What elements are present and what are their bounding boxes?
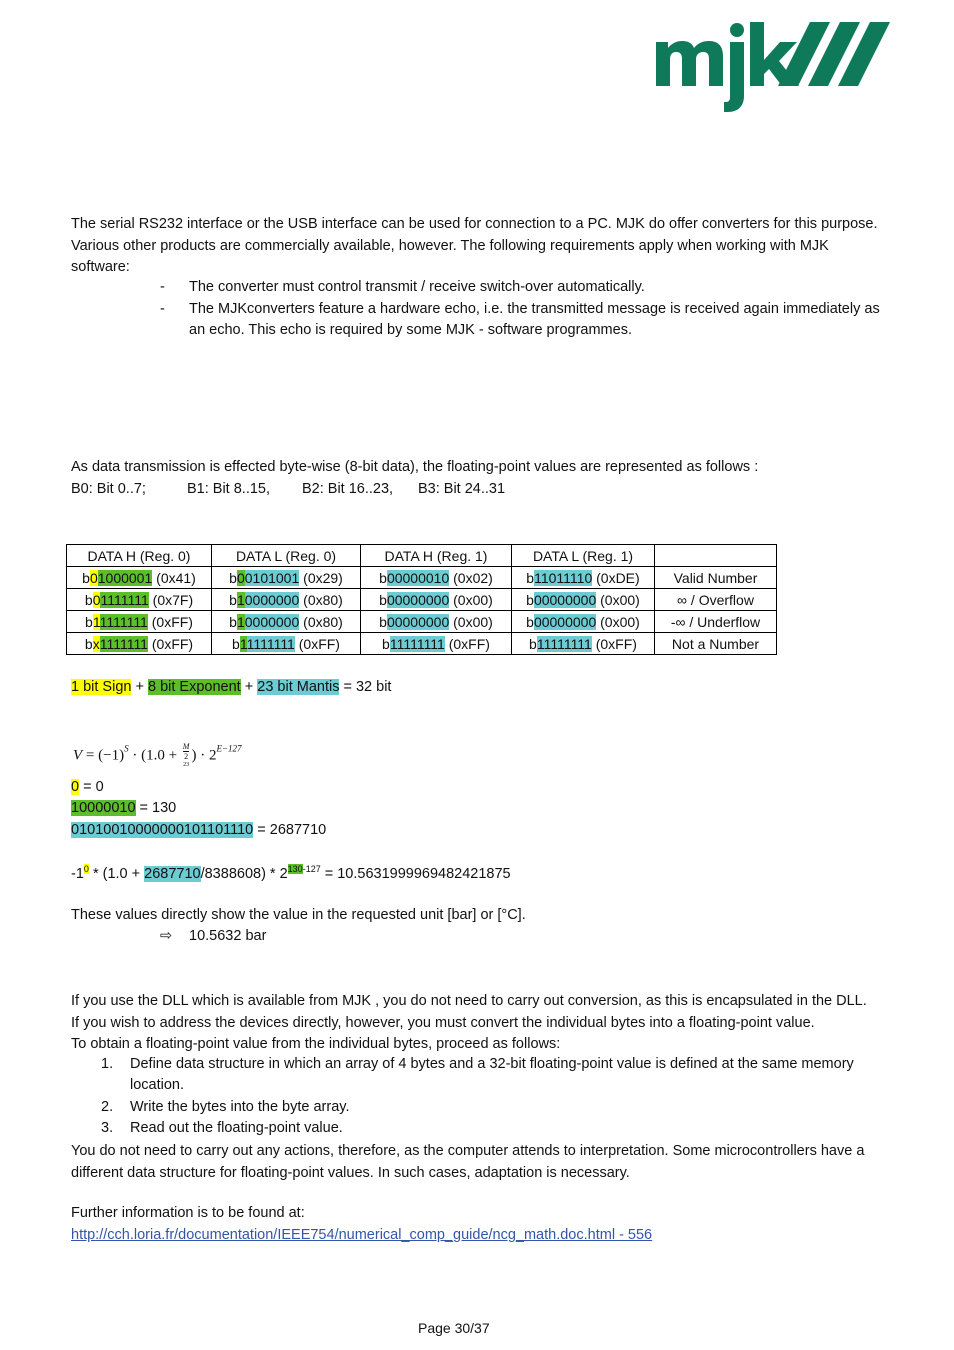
step-number: 2. xyxy=(101,1099,114,1115)
table-cell: ∞ / Overflow xyxy=(655,589,777,611)
table-cell: b00101001 (0x29) xyxy=(212,567,361,589)
table-row xyxy=(67,567,777,589)
table-cell: b01111111 (0x7F) xyxy=(67,589,212,611)
dll-line: If you use the DLL which is available from MJK , you do not need to carry out conversion, as this is encapsulated in the DLL. xyxy=(71,993,867,1009)
table-row xyxy=(67,611,777,633)
intro-paragraph xyxy=(71,214,881,279)
table-cell: b00000000 (0x00) xyxy=(512,589,655,611)
exponent-example: 10000010 = 130 xyxy=(71,800,177,816)
dll-line: If you wish to address the devices directly, however, you must convert the individual bytes into a floating-point value. xyxy=(71,1014,815,1031)
step-text: Read out the floating-point value. xyxy=(130,1120,343,1136)
table-cell: b00000000 (0x00) xyxy=(361,611,512,633)
table-cell: b10000000 (0x80) xyxy=(212,611,361,633)
arrow-icon: ⇨ xyxy=(160,928,173,944)
step-number: 1. xyxy=(101,1056,114,1072)
table-cell: Valid Number xyxy=(655,567,777,589)
table-row xyxy=(67,633,777,655)
mjk-logo xyxy=(654,20,898,114)
reference-link[interactable]: http://cch.loria.fr/documentation/IEEE754/numerical_comp_guide/ncg_math.doc.html - 556 xyxy=(71,1227,653,1243)
unit-note: These values directly show the value in the requested unit [bar] or [°C]. xyxy=(71,907,526,923)
dll-line: To obtain a floating-point value from the individual bytes, proceed as follows: xyxy=(71,1036,561,1052)
sign-legend: 1 bit Sign xyxy=(71,679,132,695)
table-cell: b11111111 (0xFF) xyxy=(212,633,361,655)
byte-b2: B2: Bit 16..23, xyxy=(302,481,394,497)
bullet-text: an echo. This echo is required by some MJK - software programmes. xyxy=(189,322,632,338)
dll-after-line: different data structure for floating-point values. In such cases, adaptation is necessary. xyxy=(71,1164,630,1181)
exponent-legend: 8 bit Exponent xyxy=(148,679,241,695)
mantissa-example: 01010010000000101101110 = 2687710 xyxy=(71,822,327,838)
table-header: DATA L (Reg. 1) xyxy=(512,545,655,567)
table-cell: b10000000 (0x80) xyxy=(212,589,361,611)
intro-line: Various other products are commercially available, however. The following requirements apply when working with MJK xyxy=(71,237,829,254)
step-text: Write the bytes into the byte array. xyxy=(130,1099,350,1115)
bit-legend: 1 bit Sign + 8 bit Exponent + 23 bit Mantis = 32 bit xyxy=(71,679,392,695)
table-header: DATA H (Reg. 0) xyxy=(67,545,212,567)
table-row xyxy=(67,589,777,611)
table-cell: Not a Number xyxy=(655,633,777,655)
bullet-dash: - xyxy=(160,279,165,295)
table-header: DATA H (Reg. 1) xyxy=(361,545,512,567)
sign-example: 0 = 0 xyxy=(71,779,104,795)
bullet-text: The converter must control transmit / receive switch-over automatically. xyxy=(189,279,645,295)
dll-paragraph xyxy=(71,991,881,1056)
table-cell: -∞ / Underflow xyxy=(655,611,777,633)
transmission-text: As data transmission is effected byte-wise (8-bit data), the floating-point values are represented as follows : xyxy=(71,459,759,475)
ieee754-formula: $V = (-1)^S \cdot (1.0$ + M 2 23 ) · $2^{E-127}$ xyxy=(73,742,242,768)
byte-b1: B1: Bit 8..15, xyxy=(187,481,271,497)
step-text: Define data structure in which an array of 4 bytes and a 32-bit floating-point value is defined at the same memory xyxy=(130,1056,854,1072)
dll-after-line: You do not need to carry out any actions, therefore, as the computer attends to interpretation. Some microcontrollers have a xyxy=(71,1143,865,1159)
table-cell: b11011110 (0xDE) xyxy=(512,567,655,589)
table-cell: b01000001 (0x41) xyxy=(67,567,212,589)
intro-line: The serial RS232 interface or the USB interface can be used for connection to a PC. MJK do offer converters for this purpose. xyxy=(71,216,878,232)
dll-after-paragraph xyxy=(71,1141,881,1184)
mantissa-legend: 23 bit Mantis xyxy=(257,679,340,695)
page-number: Page 30/37 xyxy=(418,1320,490,1336)
step-number: 3. xyxy=(101,1120,114,1136)
table-header xyxy=(655,545,777,567)
bullet-dash: - xyxy=(160,301,165,317)
table-cell: b11111111 (0xFF) xyxy=(67,611,212,633)
intro-line: software: xyxy=(71,259,130,275)
table-cell: b00000000 (0x00) xyxy=(512,611,655,633)
table-cell: b11111111 (0xFF) xyxy=(361,633,512,655)
table-header-row xyxy=(67,545,777,567)
byte-b3: B3: Bit 24..31 xyxy=(418,481,506,497)
result-value: 10.5632 bar xyxy=(189,928,267,944)
table-header: DATA L (Reg. 0) xyxy=(212,545,361,567)
step-text: location. xyxy=(130,1077,185,1093)
table-cell: b00000000 (0x00) xyxy=(361,589,512,611)
table-cell: bx1111111 (0xFF) xyxy=(67,633,212,655)
bullet-text: The MJKconverters feature a hardware echo, i.e. the transmitted message is received again immediately as xyxy=(189,301,880,317)
table-cell: b00000010 (0x02) xyxy=(361,567,512,589)
calculation-example: $-1^0 * (1.0 + 2687710/8388608) * 2^{130-127} = 10.5631999969482421875$ xyxy=(71,864,511,882)
further-info-label: Further information is to be found at: xyxy=(71,1205,305,1221)
table-cell: b11111111 (0xFF) xyxy=(512,633,655,655)
byte-b0: B0: Bit 0..7; xyxy=(71,481,146,497)
register-table xyxy=(66,544,777,655)
